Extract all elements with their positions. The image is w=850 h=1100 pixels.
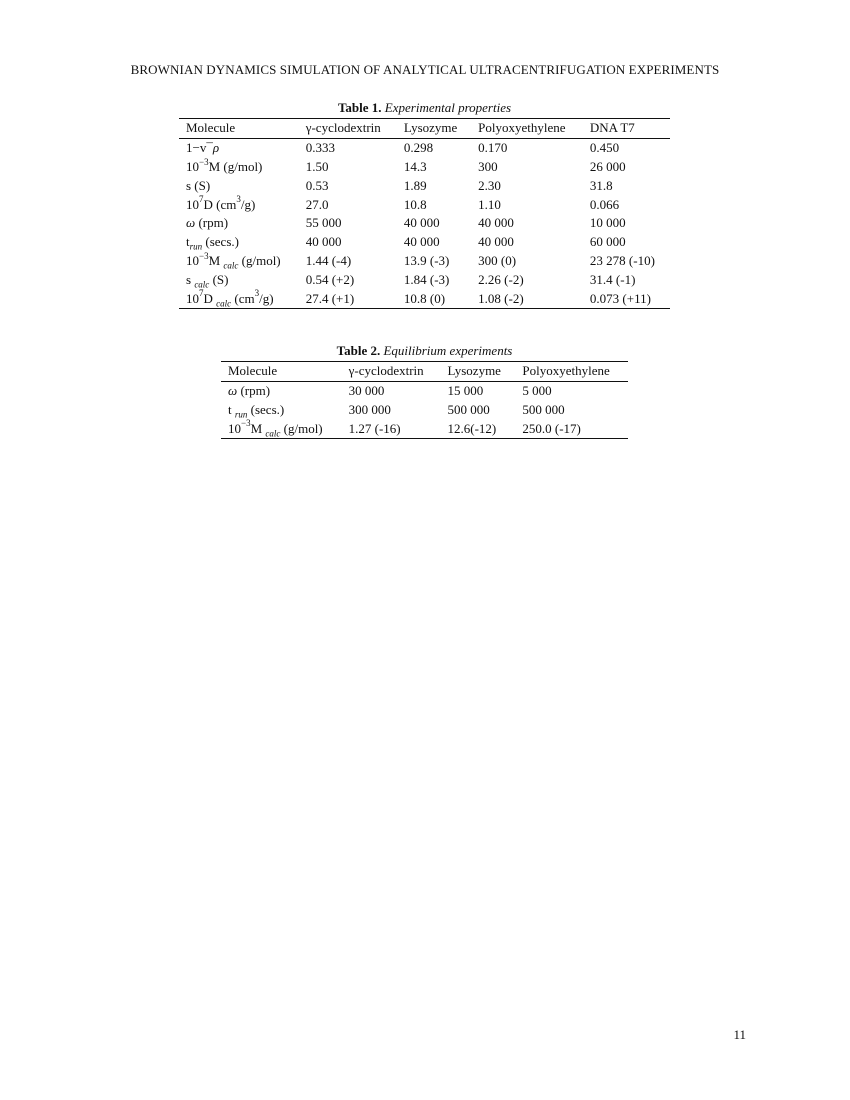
table-cell: 10.8 (0) <box>403 290 446 306</box>
table1-col-header: Lysozyme <box>403 120 458 136</box>
table-cell: 40 000 <box>305 234 342 250</box>
page-number: 11 <box>733 1027 746 1042</box>
table-row <box>179 176 670 195</box>
table2-col-header: Lysozyme <box>447 363 501 379</box>
row-label: s (S) <box>186 177 211 193</box>
table-row <box>179 289 670 308</box>
table1-col-header: Molecule <box>186 120 236 136</box>
table-cell: 0.066 <box>589 196 620 212</box>
table-cell: 0.073 (+11) <box>589 290 651 306</box>
table-cell: 500 000 <box>522 401 565 417</box>
table1-block <box>179 100 670 309</box>
table-cell: 0.170 <box>478 140 508 156</box>
row-label: s $_{calc}$ (S) <box>186 271 229 290</box>
table-cell: 0.54 (+2) <box>305 271 355 287</box>
row-label: $10^{-3}M$ $_{calc}$ (g/mol) <box>186 250 281 271</box>
table2-title: Equilibrium experiments <box>383 343 513 358</box>
table-cell: 5 000 <box>522 383 552 399</box>
table-cell: 31.8 <box>589 177 613 193</box>
table-row <box>179 233 670 252</box>
running-head: BROWNIAN DYNAMICS SIMULATION OF ANALYTICAL ULTRACENTRIFUGATION EXPERIMENTS <box>130 62 720 77</box>
table-cell: 2.30 <box>478 177 501 193</box>
table-cell: 26 000 <box>589 158 626 174</box>
table-cell: 27.0 <box>305 196 329 212</box>
table-cell: 60 000 <box>589 234 626 250</box>
table2-block <box>221 343 628 439</box>
table-cell: 1.08 (-2) <box>478 290 524 306</box>
table-cell: 1.44 (-4) <box>305 252 352 268</box>
row-label: $10^7D$ $(cm^3/g)$ <box>186 194 256 212</box>
table-cell: 23 278 (-10) <box>589 252 655 268</box>
table-cell: 15 000 <box>447 383 484 399</box>
table-cell: 14.3 <box>403 158 427 174</box>
table-cell: 0.333 <box>305 140 335 156</box>
table1-col-header: γ-cyclodextrin <box>305 120 381 136</box>
table-cell: 300 000 <box>348 401 391 417</box>
table1-header-row <box>179 119 670 139</box>
table-cell: 1.89 <box>403 177 427 193</box>
row-label: t $_{run}$ (secs.) <box>228 401 285 420</box>
table1-title: Experimental properties <box>384 100 512 115</box>
table1-col-header: Polyoxyethylene <box>478 120 566 136</box>
table-cell: 10.8 <box>403 196 427 212</box>
table2-col-header: Polyoxyethylene <box>522 363 610 379</box>
table1-label: Table 1. <box>337 100 382 115</box>
row-label: $10^{-3}M$ $_{calc}$ (g/mol) <box>228 418 323 439</box>
table-cell: 250.0 (-17) <box>522 420 581 436</box>
table-cell: 30 000 <box>348 383 385 399</box>
table-cell: 1.27 (-16) <box>348 420 401 436</box>
table-cell: 12.6(-12) <box>447 420 497 436</box>
table-cell: 40 000 <box>403 234 440 250</box>
row-label: ω (rpm) <box>186 215 229 231</box>
table-cell: 0.450 <box>589 140 620 156</box>
table-cell: 1.10 <box>478 196 501 212</box>
table-row <box>179 195 670 214</box>
table2-caption <box>221 343 628 359</box>
table1 <box>179 118 670 309</box>
table-cell: 31.4 (-1) <box>589 271 636 287</box>
table2-col-header: Molecule <box>228 363 278 379</box>
table-row <box>179 252 670 271</box>
table-row <box>179 138 670 157</box>
table-cell: 0.53 <box>305 177 329 193</box>
table-cell: 27.4 (+1) <box>305 290 355 306</box>
table-row <box>179 158 670 177</box>
table-row <box>179 214 670 233</box>
table-cell: 40 000 <box>478 215 514 231</box>
table-cell: 300 <box>478 158 498 174</box>
table-cell: 500 000 <box>447 401 490 417</box>
table-cell: 40 000 <box>478 234 514 250</box>
table-cell: 1.50 <box>305 158 329 174</box>
row-label: 1−v¯ρ <box>186 140 220 156</box>
row-label: ω (rpm) <box>228 383 271 399</box>
table-cell: 0.298 <box>403 140 434 156</box>
table2-label: Table 2. <box>336 343 381 358</box>
table1-col-header: DNA T7 <box>589 120 635 136</box>
table2-header-row <box>221 362 628 382</box>
table-cell: 55 000 <box>305 215 342 231</box>
table-row <box>221 419 628 438</box>
table-row <box>179 270 670 289</box>
table-cell: 300 (0) <box>478 252 517 268</box>
table1-caption <box>179 100 670 116</box>
table-cell: 2.26 (-2) <box>478 271 524 287</box>
table-row <box>221 401 628 420</box>
table-cell: 13.9 (-3) <box>403 252 450 268</box>
table2-col-header: γ-cyclodextrin <box>348 363 424 379</box>
row-label: $10^7D$ $_{calc}$ $(cm^3/g)$ <box>186 288 274 309</box>
row-label: $t_{run}$ (secs.) <box>186 234 239 252</box>
table-cell: 10 000 <box>589 215 626 231</box>
table-cell: 1.84 (-3) <box>403 271 450 287</box>
row-label: $10^{-3}M$ (g/mol) <box>186 156 263 174</box>
table-row <box>221 381 628 400</box>
table-cell: 40 000 <box>403 215 440 231</box>
table2 <box>221 361 628 439</box>
